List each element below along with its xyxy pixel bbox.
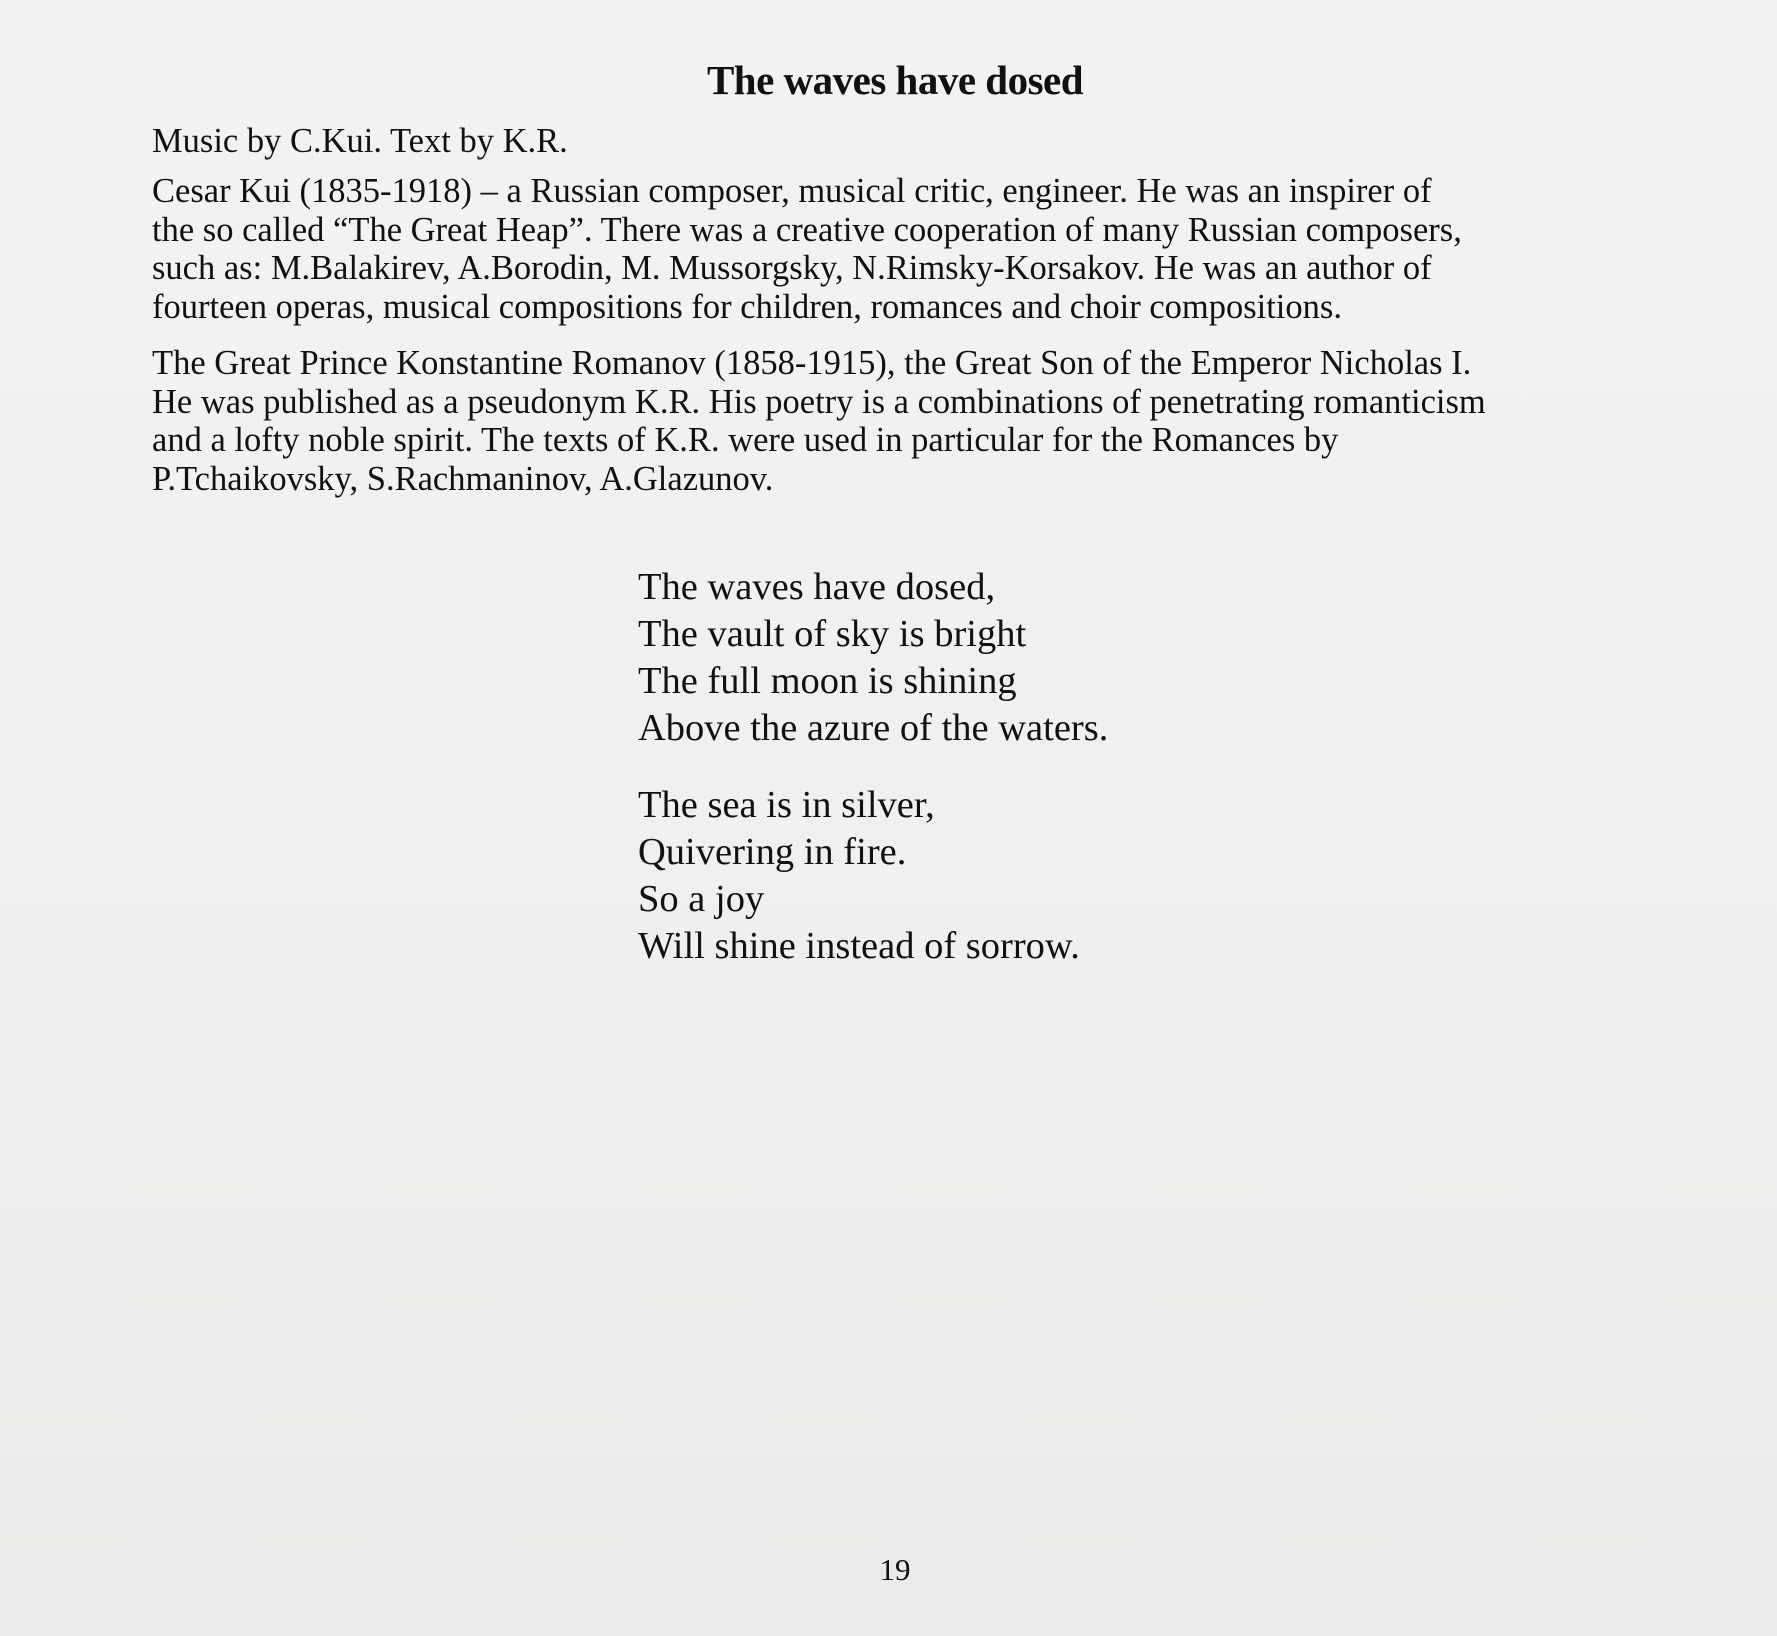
composer-biography-line: the so called “The Great Heap”. There was a creative cooperation of many Russian composers, [152, 210, 1462, 249]
composer-biography-line: Cesar Kui (1835-1918) – a Russian composer, musical critic, engineer. He was an inspirer of [152, 172, 1432, 210]
poem-line: The waves have dosed, [638, 566, 996, 608]
credits-line: Music by C.Kui. Text by K.R. [152, 122, 568, 160]
poem-line: The full moon is shining [638, 660, 1017, 702]
poet-biography-line: P.Tchaikovsky, S.Rachmaninov, A.Glazunov. [152, 459, 774, 498]
composer-biography-line: fourteen operas, musical compositions for children, romances and choir compositions. [152, 287, 1342, 326]
poet-biography-line: The Great Prince Konstantine Romanov (1858-1915), the Great Son of the Emperor Nicholas I. [152, 344, 1472, 382]
poet-biography [152, 344, 1642, 498]
poem-line: The vault of sky is bright [638, 613, 1027, 655]
composer-biography [152, 172, 1642, 326]
poem-stanza-1 [638, 564, 1108, 752]
poem-line: Quivering in fire. [638, 831, 907, 873]
page-number: 19 [879, 1552, 911, 1587]
poem-line: The sea is in silver, [638, 784, 935, 826]
poet-biography-line: He was published as a pseudonym K.R. His poetry is a combinations of penetrating romanticism [152, 382, 1486, 421]
poem-line: Will shine instead of sorrow. [638, 925, 1080, 967]
poet-biography-line: and a lofty noble spirit. The texts of K.R. were used in particular for the Romances by [152, 421, 1339, 459]
poem-stanza-2 [638, 782, 1080, 970]
poem-line: Above the azure of the waters. [638, 707, 1109, 749]
page-title: The waves have dosed [706, 57, 1084, 103]
poem-line: So a joy [638, 878, 765, 920]
composer-biography-line: such as: M.Balakirev, A.Borodin, M. Mussorgsky, N.Rimsky-Korsakov. He was an author of [152, 249, 1432, 287]
